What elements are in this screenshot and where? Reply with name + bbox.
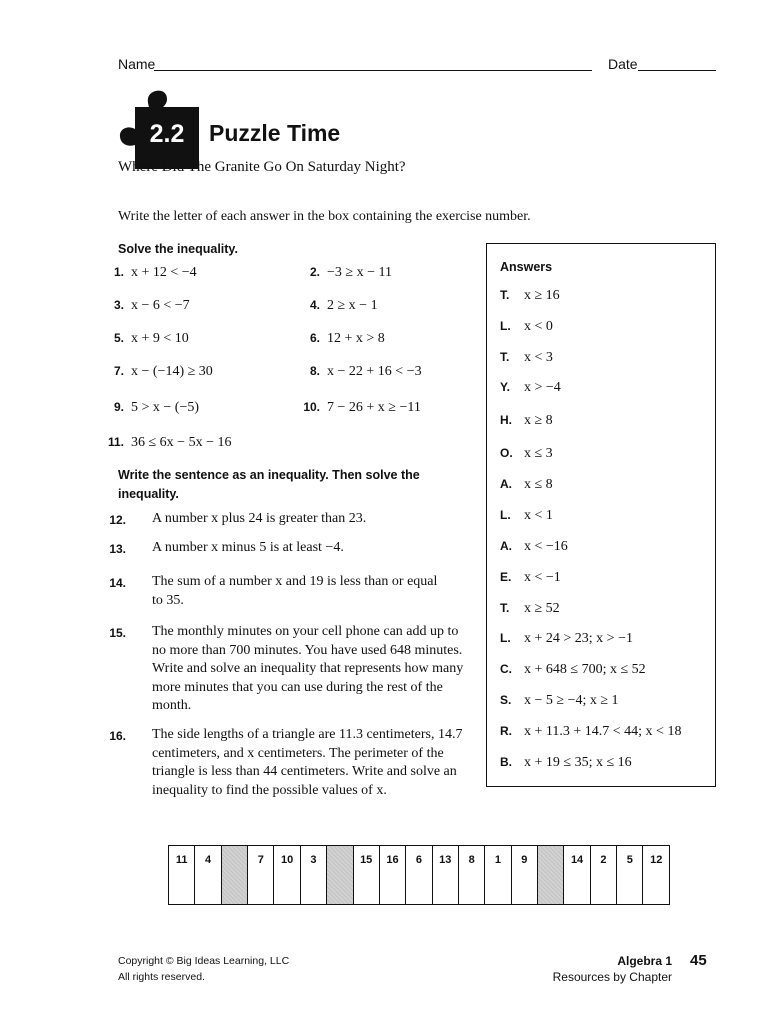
answer-letter: R. [500, 724, 512, 738]
exercise-text: −3 ≥ x − 11 [327, 265, 392, 280]
exercise-number: 10. [303, 400, 320, 414]
exercise-number: 11. [107, 435, 124, 449]
exercise-11 [100, 435, 231, 451]
answer-letter: B. [500, 755, 512, 769]
answer-item [500, 477, 553, 493]
code-box[interactable]: 8 [458, 846, 484, 905]
answer-letter: T. [500, 288, 510, 302]
exercise-4 [296, 298, 378, 314]
copyright-text: Copyright © Big Ideas Learning, LLC [118, 955, 290, 967]
exercise-text: 5 > x − (−5) [131, 400, 200, 415]
exercise-number: 2. [309, 265, 320, 279]
answer-letter: T. [500, 601, 510, 615]
exercise-number: 9. [113, 400, 124, 414]
code-box[interactable]: 15 [353, 846, 379, 905]
answer-item [500, 601, 560, 617]
resource-title: Resources by Chapter [552, 970, 672, 984]
name-label: Name [118, 56, 156, 72]
date-field-line[interactable] [638, 70, 716, 71]
code-box[interactable]: 11 [169, 846, 195, 905]
answer-item [500, 539, 568, 555]
exercise-number: 6. [309, 331, 320, 345]
exercise-number: 13. [109, 542, 126, 556]
answer-item [500, 446, 553, 462]
code-box-blank [327, 846, 353, 905]
answer-text: x < −1 [524, 570, 561, 585]
exercise-5 [100, 331, 189, 347]
answer-item [500, 693, 619, 709]
answer-text: x + 648 ≤ 700; x ≤ 52 [524, 662, 646, 677]
answer-letter: E. [500, 570, 512, 584]
answer-item [500, 319, 553, 335]
answer-text: x ≥ 52 [524, 601, 560, 616]
rights-text: All rights reserved. [118, 971, 205, 983]
exercise-text: x − 22 + 16 < −3 [327, 364, 422, 379]
answer-letter: H. [500, 413, 512, 427]
word-problem-15 [100, 623, 464, 716]
answer-code-boxes [168, 845, 670, 905]
exercise-text: 7 − 26 + x ≥ −11 [327, 400, 421, 415]
answer-text: x ≤ 8 [524, 477, 553, 492]
answer-text: x ≥ 16 [524, 288, 560, 303]
part2-heading: Write the sentence as an inequality. Then solve the inequality. [118, 468, 420, 501]
answer-text: x < 0 [524, 319, 553, 334]
code-box[interactable]: 12 [643, 846, 670, 905]
exercise-number: 1. [113, 265, 124, 279]
answer-text: x + 19 ≤ 35; x ≤ 16 [524, 755, 632, 770]
answer-text: x ≤ 3 [524, 446, 553, 461]
answer-item [500, 570, 561, 586]
code-box[interactable]: 6 [406, 846, 432, 905]
word-problem-14 [100, 573, 440, 610]
exercise-text: The side lengths of a triangle are 11.3 centimeters, 14.7 centimeters, and x centimeters. The perimeter of the triangle is less than 44 centimeters. Write and solve an inequality to find the possible values of x. [152, 727, 463, 798]
answer-letter: L. [500, 319, 511, 333]
part1-heading: Solve the inequality. [118, 242, 238, 256]
exercise-7 [100, 364, 213, 380]
answer-item [500, 413, 553, 429]
exercise-number: 5. [113, 331, 124, 345]
code-box[interactable]: 10 [274, 846, 300, 905]
code-box[interactable]: 1 [485, 846, 511, 905]
exercise-9 [100, 400, 199, 416]
answer-item [500, 380, 561, 396]
exercise-number: 15. [109, 626, 126, 640]
exercise-text: A number x plus 24 is greater than 23. [152, 511, 367, 526]
answer-text: x < 1 [524, 508, 553, 523]
word-problem-16 [100, 726, 464, 800]
exercise-text: The sum of a number x and 19 is less than or equal to 35. [152, 574, 438, 608]
answer-text: x < −16 [524, 539, 568, 554]
exercise-number: 3. [113, 298, 124, 312]
code-box[interactable]: 16 [379, 846, 405, 905]
exercise-6 [296, 331, 385, 347]
exercise-text: x + 12 < −4 [131, 265, 197, 280]
exercise-number: 16. [109, 729, 126, 743]
code-box-blank [221, 846, 247, 905]
exercise-number: 14. [109, 576, 126, 590]
answer-item [500, 724, 681, 740]
answer-text: x + 24 > 23; x > −1 [524, 631, 633, 646]
footer-book-info [520, 953, 672, 985]
code-box[interactable]: 3 [300, 846, 326, 905]
page-title: Puzzle Time [209, 120, 341, 146]
answer-text: x ≥ 8 [524, 413, 553, 428]
exercise-text: 12 + x > 8 [327, 331, 385, 346]
exercise-1 [100, 265, 197, 281]
instructions: Write the letter of each answer in the box containing the exercise number. [118, 209, 531, 224]
exercise-number: 8. [309, 364, 320, 378]
page-number: 45 [690, 952, 707, 969]
code-box-blank [538, 846, 564, 905]
answer-letter: L. [500, 631, 511, 645]
exercise-text: x − 6 < −7 [131, 298, 190, 313]
word-problem-13 [100, 539, 445, 558]
exercise-8 [296, 364, 422, 380]
answer-letter: A. [500, 477, 512, 491]
answer-letter: L. [500, 508, 511, 522]
answer-letter: O. [500, 446, 513, 460]
answer-letter: Y. [500, 380, 511, 394]
code-box[interactable]: 14 [564, 846, 590, 905]
answer-item [500, 662, 646, 678]
answer-text: x − 5 ≥ −4; x ≥ 1 [524, 693, 619, 708]
answer-item [500, 631, 633, 647]
code-box[interactable]: 2 [590, 846, 616, 905]
exercise-number: 7. [113, 364, 124, 378]
exercise-text: 36 ≤ 6x − 5x − 16 [131, 435, 232, 450]
code-box[interactable]: 13 [432, 846, 458, 905]
exercise-number: 12. [109, 513, 126, 527]
answer-letter: A. [500, 539, 512, 553]
riddle-question: Where Did The Granite Go On Saturday Night? [118, 159, 406, 175]
answer-text: x > −4 [524, 380, 561, 395]
word-problem-12 [100, 510, 445, 529]
answer-item [500, 288, 560, 304]
code-box[interactable]: 9 [511, 846, 537, 905]
exercise-text: 2 ≥ x − 1 [327, 298, 378, 313]
date-label: Date [608, 56, 638, 72]
exercise-text: x − (−14) ≥ 30 [131, 364, 213, 379]
answer-text: x + 11.3 + 14.7 < 44; x < 18 [524, 724, 682, 739]
exercise-text: x + 9 < 10 [131, 331, 189, 346]
exercise-text: The monthly minutes on your cell phone can add up to no more than 700 minutes. You have used 648 minutes. Write and solve an inequality that represents how many more minutes that you can use during the rest of the month. [152, 624, 464, 713]
code-box[interactable]: 7 [248, 846, 274, 905]
exercise-text: A number x minus 5 is at least −4. [152, 540, 344, 555]
answers-heading: Answers [500, 260, 553, 274]
exercise-10 [296, 400, 421, 416]
answer-item [500, 508, 553, 524]
answer-item [500, 755, 632, 771]
answer-letter: C. [500, 662, 512, 676]
answer-text: x < 3 [524, 350, 553, 365]
code-box[interactable]: 5 [617, 846, 643, 905]
footer-copyright [118, 953, 289, 985]
name-field-line[interactable] [154, 70, 592, 71]
answer-letter: T. [500, 350, 510, 364]
exercise-2 [296, 265, 392, 281]
exercise-3 [100, 298, 190, 314]
code-box[interactable]: 4 [195, 846, 221, 905]
exercise-number: 4. [309, 298, 320, 312]
answer-letter: S. [500, 693, 512, 707]
answer-item [500, 350, 553, 366]
section-number: 2.2 [149, 120, 185, 148]
book-title: Algebra 1 [617, 954, 672, 968]
